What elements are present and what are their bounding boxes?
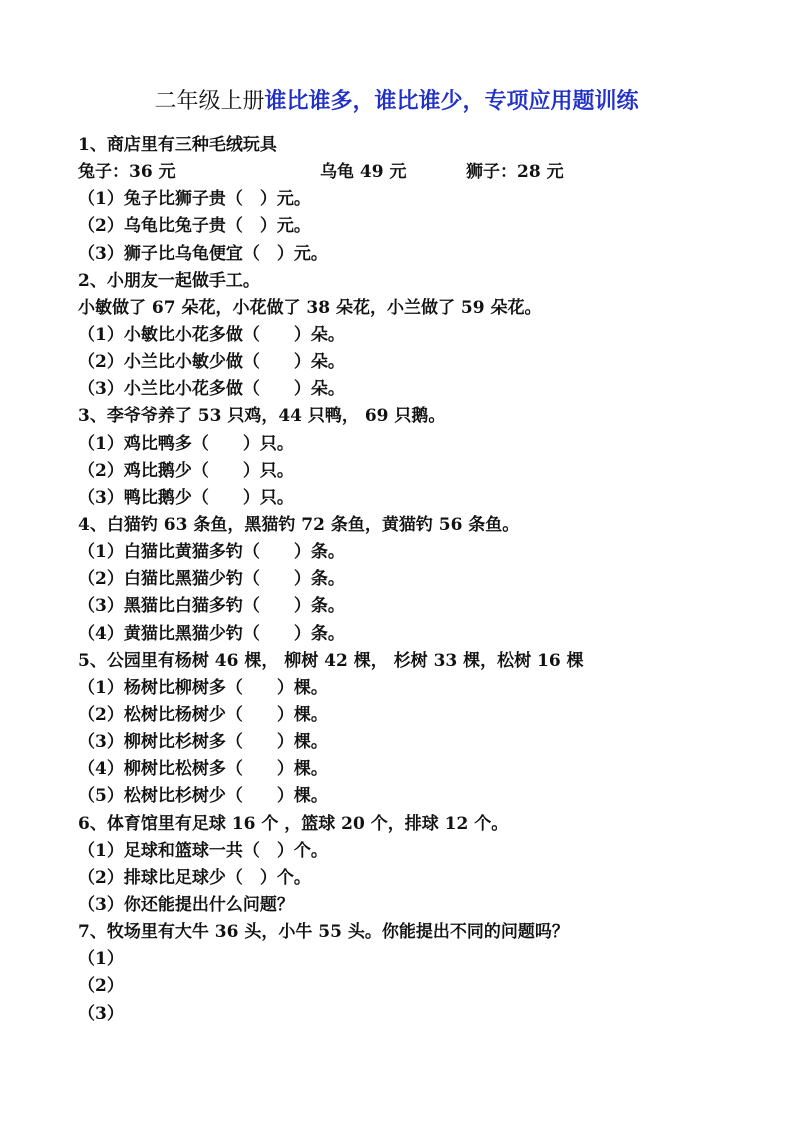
q2-info: 小敏做了 67 朵花，小花做了 38 朵花，小兰做了 59 朵花。 <box>78 297 542 318</box>
q6-part: （1）足球和篮球一共（ ）个。 <box>78 840 328 861</box>
q5-part: （5）松树比杉树少（ ）棵。 <box>78 786 328 807</box>
title-highlight: 谁比谁多，谁比谁少，专项应用题训练 <box>264 89 639 114</box>
q5-part: （1）杨树比柳树多（ ）棵。 <box>78 677 328 698</box>
q4-part: （4）黄猫比黑猫少钓（ ）条。 <box>78 623 345 644</box>
q5-stem: 5、公园里有杨树 46 棵， 柳树 42 棵， 杉树 33 棵，松树 16 棵 <box>78 650 584 671</box>
q6-part: （2）排球比足球少（ ）个。 <box>78 867 311 888</box>
price-rabbit: 兔子：36 元 <box>78 162 176 183</box>
q3-stem: 3、李爷爷养了 53 只鸡，44 只鸭， 69 只鹅。 <box>78 406 446 427</box>
q1-part: （2）乌龟比兔子贵（ ）元。 <box>78 216 311 237</box>
q1-stem: 1、商店里有三种毛绒玩具 <box>78 135 277 155</box>
q7-part: （1） <box>78 949 124 970</box>
page-title <box>0 84 793 115</box>
q6-part: （3）你还能提出什么问题？ <box>78 894 294 915</box>
q1-prices <box>78 159 758 186</box>
q4-part: （1）白猫比黄猫多钓（ ）条。 <box>78 542 345 563</box>
q1-part: （3）狮子比乌龟便宜（ ）元。 <box>78 243 328 264</box>
q7-part: （2） <box>78 976 124 997</box>
q5-part: （3）柳树比杉树多（ ）棵。 <box>78 732 328 753</box>
q4-part: （2）白猫比黑猫少钓（ ）条。 <box>78 569 345 590</box>
q6-stem: 6、体育馆里有足球 16 个 ，篮球 20 个，排球 12 个。 <box>78 813 509 834</box>
q2-part: （2）小兰比小敏少做（ ）朵。 <box>78 352 345 373</box>
title-prefix: 二年级上册 <box>154 89 265 114</box>
q3-part: （1）鸡比鸭多（ ）只。 <box>78 433 294 454</box>
price-lion: 狮子：28 元 <box>466 162 564 183</box>
q2-part: （1）小敏比小花多做（ ）朵。 <box>78 324 345 345</box>
question-list <box>78 132 758 1028</box>
q7-stem: 7、牧场里有大牛 36 头，小牛 55 头。你能提出不同的问题吗？ <box>78 922 569 943</box>
price-turtle: 乌龟 49 元 <box>320 162 407 183</box>
q2-part: （3）小兰比小花多做（ ）朵。 <box>78 379 345 400</box>
q5-part: （2）松树比杨树少（ ）棵。 <box>78 704 328 725</box>
q5-part: （4）柳树比松树多（ ）棵。 <box>78 759 328 780</box>
q3-part: （3）鸭比鹅少（ ）只。 <box>78 487 294 508</box>
q2-stem: 2、小朋友一起做手工。 <box>78 270 260 291</box>
q1-part: （1）兔子比狮子贵（ ）元。 <box>78 189 311 210</box>
q7-part: （3） <box>78 1003 124 1024</box>
q4-stem: 4、白猫钓 63 条鱼，黑猫钓 72 条鱼，黄猫钓 56 条鱼。 <box>78 514 520 535</box>
q4-part: （3）黑猫比白猫多钓（ ）条。 <box>78 596 345 617</box>
q3-part: （2）鸡比鹅少（ ）只。 <box>78 460 294 481</box>
